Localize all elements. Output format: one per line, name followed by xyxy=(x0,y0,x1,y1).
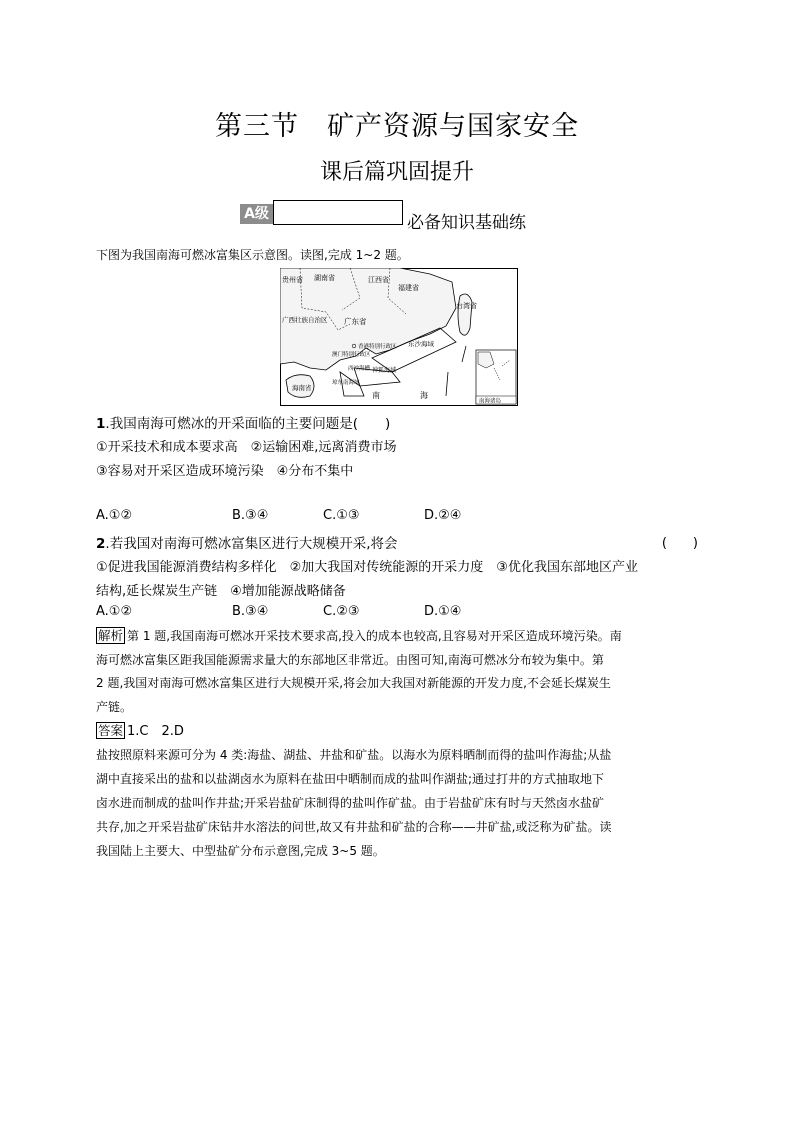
answer-line xyxy=(96,720,184,739)
level-title: 必备知识基础练 xyxy=(407,213,526,233)
q1-items-2: ③容易对开采区造成环境污染 ④分布不集中 xyxy=(96,464,354,479)
salt-passage xyxy=(96,743,698,863)
map-label-xisha: 西沙海槽 xyxy=(348,366,371,372)
q2-options xyxy=(96,604,698,622)
analysis-line-1: 第 1 题,我国南海可燃冰开采技术要求高,投入的成本也较高,且容易对开采区造成环境污染。南 xyxy=(127,629,622,643)
q2-answer-paren: ( ) xyxy=(661,536,698,551)
q2-number: 2 xyxy=(96,536,106,552)
analysis-block xyxy=(96,625,698,719)
q2-items-1: ①促进我国能源消费结构多样化 ②加大我国对传统能源的开采力度 ③优化我国东部地区产业 xyxy=(96,560,638,575)
level-badge: A级 xyxy=(240,204,273,224)
analysis-line-4: 产链。 xyxy=(96,699,133,714)
q1-stem-text: .我国南海可燃冰的开采面临的主要问题是( ) xyxy=(105,416,391,432)
q1-option-b[interactable]: B.③④ xyxy=(232,508,269,523)
q2-option-c[interactable]: C.②③ xyxy=(323,604,360,619)
q2-option-b[interactable]: B.③④ xyxy=(232,604,269,619)
salt-line-4: 共存,加之开采岩盐矿床钻井水溶法的问世,故又有井盐和矿盐的合称——井矿盐,或泛称为矿盐。读 xyxy=(96,820,612,834)
map-label-guizhou: 贵州省 xyxy=(282,276,303,284)
salt-line-3: 卤水进而制成的盐叫作井盐;开采岩盐矿床制得的盐叫作矿盐。由于岩盐矿床有时与天然卤水盐矿 xyxy=(96,796,605,810)
map-label-hainan: 海南省 xyxy=(292,384,312,392)
answer-text: 1.C 2.D xyxy=(127,724,184,739)
map-label-fujian: 福建省 xyxy=(398,284,419,292)
level-box xyxy=(273,200,403,225)
taiwan-island xyxy=(458,294,472,335)
analysis-line-3: 2 题,我国对南海可燃冰富集区进行大规模开采,将会加大我国对新能源的开发力度,不会延长煤炭生 xyxy=(96,676,611,690)
q1-option-c[interactable]: C.①③ xyxy=(323,508,360,523)
q2-stem-text: .若我国对南海可燃冰富集区进行大规模开采,将会 xyxy=(105,536,398,552)
map-label-jiangxi: 江西省 xyxy=(368,276,389,284)
map-label-shenhu: 神狐海域 xyxy=(372,367,397,374)
answer-tag: 答案 xyxy=(98,723,124,738)
q1-stem xyxy=(96,412,390,432)
intro-text: 下图为我国南海可燃冰富集区示意图。读图,完成 1~2 题。 xyxy=(96,248,409,262)
q1-number: 1 xyxy=(96,416,106,432)
map-label-inset: 南海诸岛 xyxy=(479,398,502,405)
page-subtitle: 课后篇巩固提升 xyxy=(319,160,474,185)
map-label-taiwan: 台湾省 xyxy=(456,302,477,310)
map-label-hunan: 湖南省 xyxy=(314,274,335,282)
q1-options xyxy=(96,508,698,526)
salt-line-5: 我国陆上主要大、中型盐矿分布示意图,完成 3~5 题。 xyxy=(96,844,385,858)
q1-option-a[interactable]: A.①② xyxy=(96,508,133,523)
salt-line-1: 盐按照原料来源可分为 4 类:海盐、湖盐、井盐和矿盐。以海水为原料晒制而得的盐叫作海盐;从盐 xyxy=(96,748,612,762)
map-label-guangxi: 广西壮族自治区 xyxy=(282,316,328,324)
map-label-guangdong: 广东省 xyxy=(344,317,367,326)
q2-items-2: 结构,延长煤炭生产链 ④增加能源战略储备 xyxy=(96,584,346,599)
salt-line-2: 湖中直接采出的盐和以盐湖卤水为原料在盐田中晒制而成的盐叫作湖盐;通过打井的方式抽取地下 xyxy=(96,772,605,786)
map-label-macao: 澳门特别行政区 xyxy=(332,352,371,358)
analysis-line-2: 海可燃冰富集区距我国能源需求量大的东部地区非常近。由图可知,南海可燃冰分布较为集中。第 xyxy=(96,652,604,667)
south-china-sea-map xyxy=(280,268,518,406)
page-title: 第三节 矿产资源与国家安全 xyxy=(215,111,579,142)
q1-option-d[interactable]: D.②④ xyxy=(424,508,462,523)
q1-items-1: ①开采技术和成本要求高 ②运输困难,远离消费市场 xyxy=(96,440,397,455)
map-label-hongkong: 香港特别行政区 xyxy=(358,344,397,350)
map-label-dongsha: 东沙海域 xyxy=(408,340,434,348)
map-label-hai: 海 xyxy=(420,391,428,400)
q2-stem xyxy=(96,532,398,552)
q2-option-a[interactable]: A.①② xyxy=(96,604,133,619)
analysis-tag: 解析 xyxy=(98,628,124,643)
map-label-qiongdongnan: 琼东南海域 xyxy=(332,380,360,386)
map-label-nan: 南 xyxy=(372,391,380,400)
q2-option-d[interactable]: D.①④ xyxy=(424,604,462,619)
